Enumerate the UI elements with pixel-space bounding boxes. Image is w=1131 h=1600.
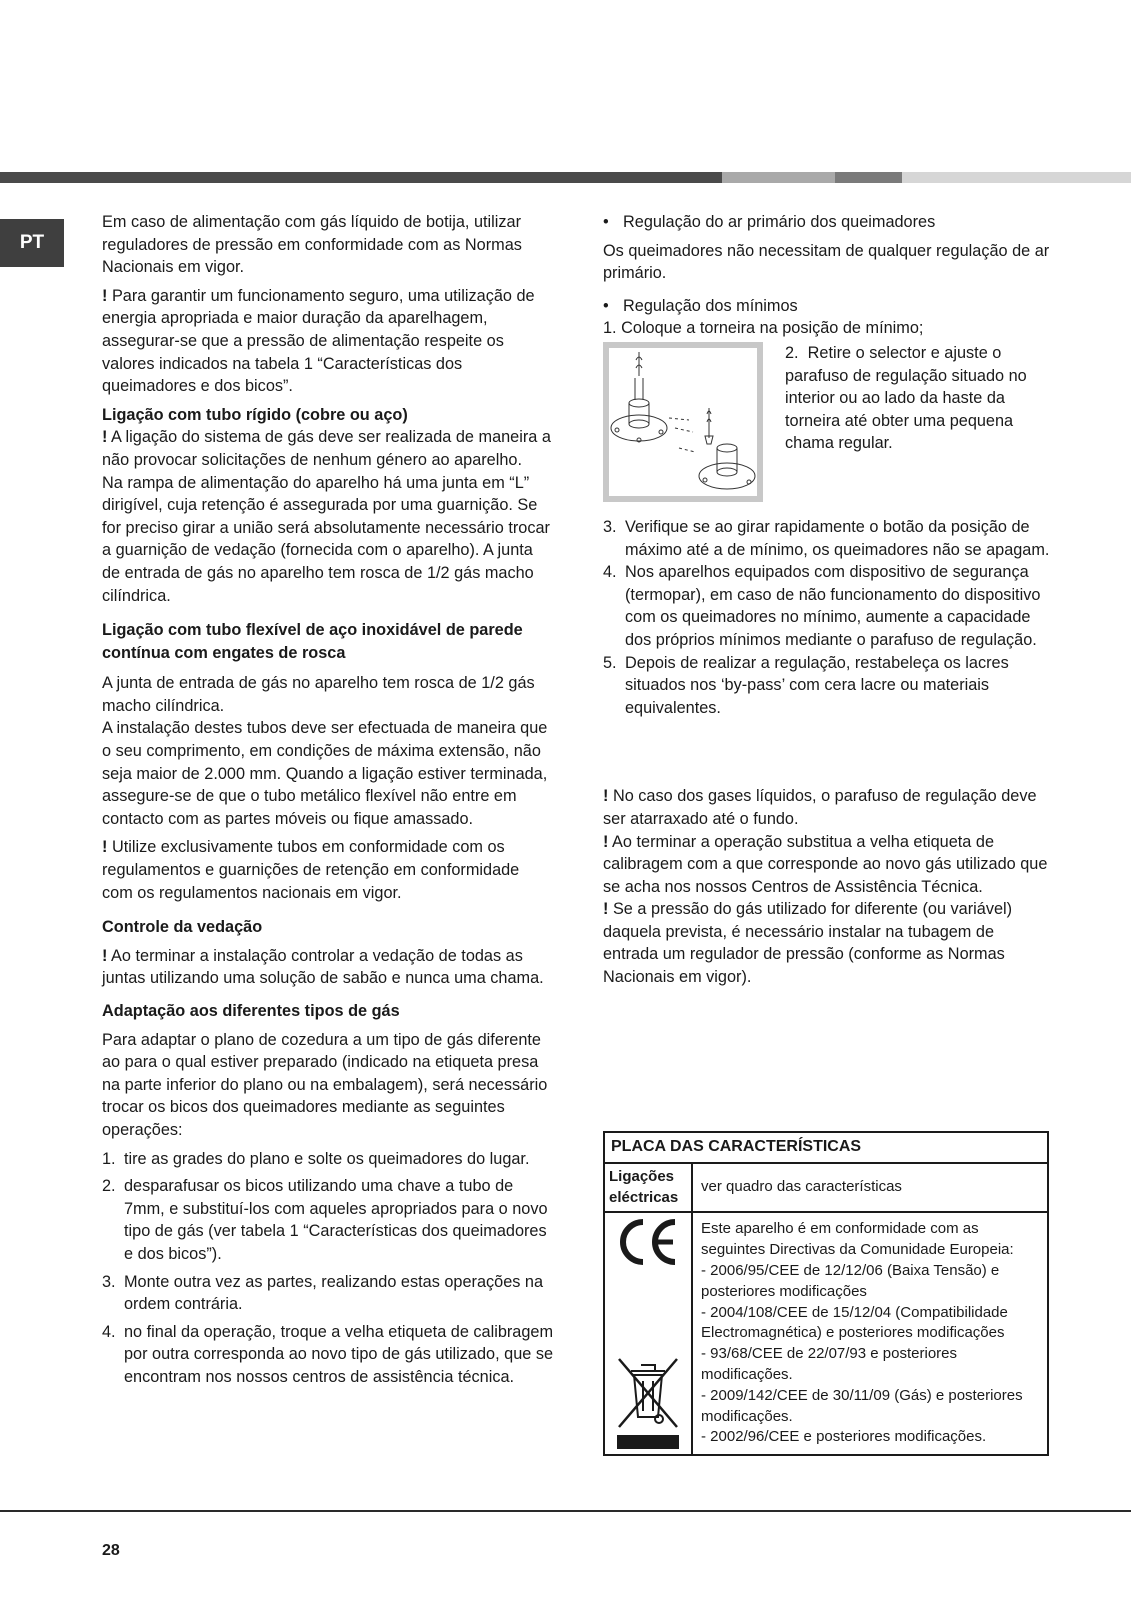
table-row: [605, 1164, 1047, 1214]
list-item: 5. Depois de realizar a regulação, restabeleça os lacres situados nos ‘by-pass’ com cera lacre ou materiais equivalentes.: [603, 653, 1009, 717]
spec-table-title: PLACA DAS CARACTERÍSTICAS: [605, 1133, 1047, 1164]
list-item: 4. Nos aparelhos equipados com dispositivo de segurança (termopar), em caso de não funcionamento do dispositivo com os queimadores no mínimo, aumente a capacidade dos próprios mínimos mediante o parafuso de regulação.: [603, 563, 1041, 649]
directive-item: - 93/68/CEE de 22/07/93 e posteriores modificações.: [701, 1345, 957, 1383]
spec-directives: [693, 1213, 1047, 1454]
burner-adjustment-figure: [603, 342, 763, 502]
warning-gas-system: ! A ligação do sistema de gás deve ser realizada de maneira a não provocar solicitações de nenhum género ao aparelho.: [102, 428, 551, 469]
list-item: 3. Monte outra vez as partes, realizando estas operações na ordem contrária.: [102, 1272, 544, 1314]
paragraph-gas-inlet: A junta de entrada de gás no aparelho tem rosca de 1/2 gás macho cilíndrica.: [102, 674, 535, 715]
spec-value-electrical: ver quadro das características: [701, 1178, 902, 1196]
paragraph-l-joint: Na rampa de alimentação do aparelho há uma junta em “L” dirigível, cuja retenção é assegurada por uma guarnição. Se for preciso girar a união será absolutamente necessário trocar a guarnição de vedação (fornecida com o aparelho). A junta de entrada de gás no aparelho tem rosca de 1/2 gás macho cilíndrica.: [102, 473, 550, 605]
warning-mark: !: [102, 286, 108, 305]
figure-row: [603, 342, 1051, 502]
list-item: 4. no final da operação, troque a velha etiqueta de calibragem por outra corresponda ao novo tipo de gás utilizado, que se encontram nos nossos centros de assistência técnica.: [102, 1322, 554, 1386]
warning-mark: !: [102, 428, 108, 447]
bullet-primary-air: • Regulação do ar primário dos queimadores: [603, 211, 1051, 234]
warning-seal: ! Ao terminar a instalação controlar a vedação de todas as juntas utilizando uma solução de sabão e nunca uma chama.: [102, 946, 544, 988]
left-column: [102, 211, 554, 1395]
step-2: 2. Retire o selector e ajuste o parafuso de regulação situado no interior ou ao lado da haste da torneira até obter uma pequena chama regular.: [785, 343, 1027, 453]
paragraph-pipe-length: A instalação destes tubos deve ser efectuada de maneira que o seu comprimento, em condições de máxima extensão, não seja maior de 2.000 mm. Quando a ligação estiver terminada, assegure-se de que o tubo metálico flexível não entre em contacto com as partes móveis ou fique amassado.: [102, 719, 548, 828]
header-color-bar: [0, 172, 1131, 183]
paragraph-primary-air: Os queimadores não necessitam de qualquer regulação de ar primário.: [603, 241, 1050, 283]
spec-label-electrical: Ligações eléctricas: [605, 1164, 693, 1212]
weee-crossed-bin-icon: [615, 1355, 681, 1451]
warning-mark: !: [603, 787, 609, 806]
directive-intro: Este aparelho é em conformidade com as seguintes Directivas da Comunidade Europeia:: [701, 1220, 1014, 1259]
page-number: 28: [102, 1542, 120, 1559]
spec-plate-table: [603, 1131, 1049, 1456]
directive-item: - 2009/142/CEE de 30/11/09 (Gás) e posteriores modificações.: [701, 1386, 1023, 1425]
list-item: 2. desparafusar os bicos utilizando uma chave a tubo de 7mm, e substituí-los com aqueles apropriados para o novo tipo de gás (ver tabela 1 “Características dos queimadores e dos bicos”).: [102, 1177, 548, 1263]
note-liquid-gas: ! No caso dos gases líquidos, o parafuso de regulação deve ser atarraxado até o fundo.: [603, 787, 1037, 828]
warning-pressure: ! Para garantir um funcionamento seguro, uma utilização de energia apropriada e maior duração da aparelhagem, assegurar-se que a pressão de alimentação respeite os valores indicados na tabela 1 “Características dos queimadores e dos bicos”.: [102, 286, 535, 396]
step-1: 1. Coloque a torneira na posição de mínimo;: [603, 319, 924, 338]
screwdriver-tap-illustration: [609, 348, 757, 496]
adaptation-steps: [102, 1148, 554, 1389]
directive-item: - 2002/96/CEE e posteriores modificações.: [701, 1428, 987, 1446]
heading-seal-check: Controle da vedação: [102, 918, 263, 937]
bullet-minimum: • Regulação dos mínimos: [603, 295, 1051, 318]
warning-mark: !: [603, 832, 609, 851]
paragraph-lpg: Em caso de alimentação com gás líquido de botija, utilizar reguladores de pressão em conformidade com as Normas Nacionais em vigor.: [102, 213, 522, 277]
heading-rigid-pipe: Ligação com tubo rígido (cobre ou aço): [102, 405, 408, 424]
compliance-icons: [605, 1213, 693, 1454]
list-item: 1. tire as grades do plano e solte os queimadores do lugar.: [102, 1149, 530, 1168]
note-calibration-label: ! Ao terminar a operação substitua a velha etiqueta de calibragem com a que corresponde ao novo gás utilizado que se acha nos nossos Centros de Assistência Técnica.: [603, 832, 1048, 896]
minimum-steps: [603, 516, 1051, 719]
heading-gas-adaptation: Adaptação aos diferentes tipos de gás: [102, 1002, 400, 1020]
heading-flexible-pipe: Ligação com tubo flexível de aço inoxidável de parede contínua com engates de rosca: [102, 621, 523, 662]
language-tab: PT: [0, 219, 64, 267]
note-pressure-regulator: ! Se a pressão do gás utilizado for diferente (ou variável) daquela prevista, é necessário instalar na tubagem de entrada um regulador de pressão (conforme as Normas Nacionais em vigor).: [603, 900, 1013, 987]
directive-item: - 2004/108/CEE de 15/12/04 (Compatibilidade Electromagnética) e posteriores modificações: [701, 1303, 1008, 1342]
warning-pipes: ! Utilize exclusivamente tubos em conformidade com os regulamentos e guarnições de retenção em conformidade com os regulamentos nacionais em vigor.: [102, 838, 520, 902]
footer-rule: [0, 1510, 1131, 1512]
ce-mark-icon: [615, 1216, 681, 1268]
right-column: [603, 211, 1051, 989]
table-row: [605, 1213, 1047, 1454]
list-item: 3. Verifique se ao girar rapidamente o botão da posição de máximo até a de mínimo, os queimadores não se apagam.: [603, 517, 1050, 559]
warning-mark: !: [603, 900, 609, 919]
warning-mark: !: [102, 946, 108, 965]
warning-mark: !: [102, 838, 108, 857]
paragraph-adaptation: Para adaptar o plano de cozedura a um tipo de gás diferente ao para o qual estiver preparado (indicado na etiqueta presa na parte inferior do plano ou na embalagem), será necessário trocar os bicos dos queimadores mediante as seguintes operações:: [102, 1030, 548, 1139]
directive-item: - 2006/95/CEE de 12/12/06 (Baixa Tensão) e posteriores modificações: [701, 1261, 1000, 1300]
